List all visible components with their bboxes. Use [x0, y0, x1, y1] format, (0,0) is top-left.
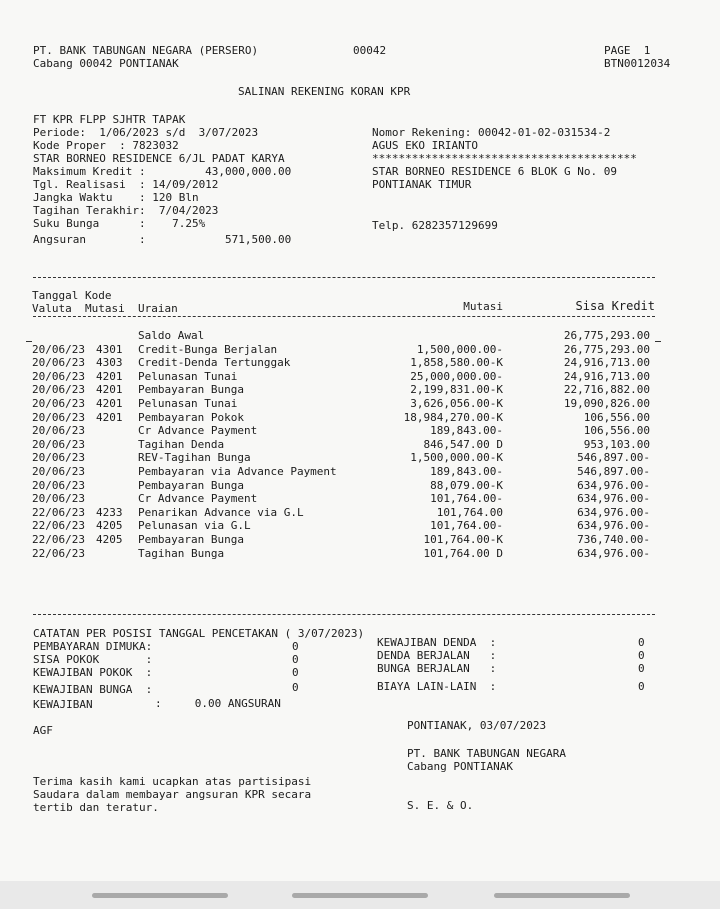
cell-balance: 953,103.00 — [583, 437, 650, 451]
cell-mutasi: 25,000,000.00- — [410, 369, 503, 383]
table-row — [0, 383, 720, 396]
cell-description: Tagihan Bunga — [138, 546, 225, 560]
divider — [33, 316, 655, 317]
table-row — [0, 506, 720, 519]
note-label: BIAYA LAIN-LAIN : — [377, 680, 497, 693]
note-value: 0 — [292, 640, 299, 653]
cell-date: 22/06/23 — [32, 505, 85, 519]
cell-balance: 736,740.00- — [577, 533, 650, 546]
customer-name: AGUS EKO IRIANTO — [372, 139, 478, 152]
cell-description: Cr Advance Payment — [138, 492, 258, 506]
cell-date: 20/06/23 — [32, 342, 85, 356]
table-row — [0, 547, 720, 560]
bank-signature-line: Cabang PONTIANAK — [407, 760, 513, 773]
table-row — [0, 397, 720, 410]
cell-date: 20/06/23 — [32, 424, 85, 438]
note-value: 0 — [638, 680, 645, 693]
cell-balance: 546,897.00- — [577, 451, 650, 465]
cell-description: Pembayaran Bunga — [138, 533, 244, 546]
cell-date: 20/06/23 — [32, 397, 85, 410]
document-title: SALINAN REKENING KORAN KPR — [238, 85, 411, 98]
cell-mutasi: 101,764.00 — [436, 505, 503, 519]
col-header-mutasi: Mutasi — [463, 300, 503, 313]
info-line: Periode: 1/06/2023 s/d 3/07/2023 — [33, 126, 259, 139]
table-row — [0, 492, 720, 505]
cell-code: 4201 — [96, 383, 123, 397]
cell-mutasi: 101,764.00-K — [423, 533, 503, 546]
cell-date: 20/06/23 — [32, 437, 85, 451]
cell-code: 4233 — [96, 505, 123, 519]
cell-description: Pembayaran via Advance Payment — [138, 465, 337, 478]
cell-date: 20/06/23 — [32, 492, 85, 506]
note-value: 0 — [638, 636, 645, 649]
note-label: BUNGA BERJALAN : — [377, 662, 497, 675]
cell-code: 4205 — [96, 533, 123, 546]
cell-mutasi: 101,764.00- — [430, 519, 503, 533]
cell-mutasi: 1,858,580.00-K — [410, 356, 503, 370]
note-value: 0 — [292, 666, 299, 679]
bank-name: PT. BANK TABUNGAN NEGARA (PERSERO) — [33, 44, 259, 57]
cell-description: Pelunasan Tunai — [138, 397, 238, 410]
cell-description: Saldo Awal — [138, 329, 205, 342]
cell-description: Tagihan Denda — [138, 437, 225, 451]
table-row — [0, 343, 720, 356]
cell-date: 22/06/23 — [32, 519, 85, 533]
info-line: Kode Proper : 7823032 — [33, 139, 179, 152]
cell-mutasi: 2,199,831.00-K — [410, 383, 503, 397]
note-label: KEWAJIBAN POKOK : — [33, 666, 153, 679]
kewajiban-value: : 0.00 ANGSURAN — [155, 697, 281, 710]
account-number: Nomor Rekening: 00042-01-02-031534-2 — [372, 126, 611, 139]
cell-code: 4301 — [96, 342, 123, 356]
info-line: Angsuran : 571,500.00 — [33, 233, 292, 246]
note-value: 0 — [638, 662, 645, 675]
cell-balance: 634,976.00- — [577, 478, 650, 492]
table-row — [0, 479, 720, 492]
page-number: PAGE 1 — [604, 44, 651, 57]
nav-recent-apps[interactable] — [92, 893, 228, 898]
seo-note: S. E. & O. — [407, 799, 474, 812]
place-date: PONTIANAK, 03/07/2023 — [407, 719, 547, 732]
cell-date: 22/06/23 — [32, 546, 85, 560]
info-line: STAR BORNEO RESIDENCE 6/JL PADAT KARYA — [33, 152, 285, 165]
info-line: Suku Bunga : 7.25% — [33, 217, 206, 230]
cell-balance: 106,556.00 — [583, 424, 650, 438]
nav-home[interactable] — [292, 893, 428, 898]
info-line: Tgl. Realisasi : 14/09/2012 — [33, 178, 219, 191]
info-line: FT KPR FLPP SJHTR TAPAK — [33, 113, 186, 126]
note-value: 0 — [292, 653, 299, 666]
address-line: PONTIANAK TIMUR — [372, 178, 472, 191]
note-label: SISA POKOK : — [33, 653, 153, 666]
cell-description: Pelunasan via G.L — [138, 519, 251, 533]
cell-code: 4201 — [96, 397, 123, 410]
note-label: DENDA BERJALAN : — [377, 649, 497, 662]
cell-mutasi: 846,547.00 D — [423, 437, 503, 451]
cell-balance: 546,897.00- — [577, 465, 650, 478]
cell-balance: 634,976.00- — [577, 519, 650, 533]
table-row — [0, 356, 720, 369]
cell-description: Pelunasan Tunai — [138, 369, 238, 383]
cell-description: Cr Advance Payment — [138, 424, 258, 438]
cell-balance: 26,775,293.00 — [563, 329, 650, 342]
info-line: Jangka Waktu : 120 Bln — [33, 191, 199, 204]
note-value: 0 — [292, 681, 299, 694]
table-row — [0, 424, 720, 437]
thanks-line: Saudara dalam membayar angsuran KPR secara — [33, 788, 312, 801]
cell-date: 20/06/23 — [32, 465, 85, 478]
margin-mark — [655, 341, 661, 342]
thanks-line: Terima kasih kami ucapkan atas partisipasi — [33, 775, 312, 788]
cell-mutasi: 18,984,270.00-K — [403, 410, 503, 424]
cell-mutasi: 1,500,000.00- — [416, 342, 503, 356]
cell-code: 4205 — [96, 519, 123, 533]
table-row — [0, 329, 720, 342]
bank-signature-line: PT. BANK TABUNGAN NEGARA — [407, 747, 566, 760]
phone-number: Telp. 6282357129699 — [372, 219, 498, 232]
cell-balance: 634,976.00- — [577, 492, 650, 506]
kewajiban-label: KEWAJIBAN — [33, 698, 93, 711]
cell-mutasi: 101,764.00- — [430, 492, 503, 506]
thanks-line: tertib dan teratur. — [33, 801, 159, 814]
cell-date: 20/06/23 — [32, 383, 85, 397]
cell-balance: 22,716,882.00 — [563, 383, 650, 397]
cell-date: 20/06/23 — [32, 410, 85, 424]
cell-code: 4201 — [96, 369, 123, 383]
table-row — [0, 533, 720, 546]
info-line: Maksimum Kredit : 43,000,000.00 — [33, 165, 292, 178]
cell-balance: 634,976.00- — [577, 546, 650, 560]
col-header-valuta-mutasi: Valuta Mutasi — [32, 302, 125, 315]
divider — [33, 277, 655, 278]
table-row — [0, 519, 720, 532]
table-row — [0, 451, 720, 464]
cell-mutasi: 189,843.00- — [430, 424, 503, 438]
note-value: 0 — [638, 649, 645, 662]
document-code: BTN0012034 — [604, 57, 671, 70]
col-header-uraian: Uraian — [138, 302, 178, 315]
col-header-tanggal-kode: Tanggal Kode — [32, 289, 112, 302]
cell-mutasi: 1,500,000.00-K — [410, 451, 503, 465]
cell-description: Pembayaran Bunga — [138, 478, 244, 492]
col-header-sisa-kredit: Sisa Kredit — [575, 299, 655, 313]
cell-code: 4303 — [96, 356, 123, 370]
cell-balance: 24,916,713.00 — [563, 369, 650, 383]
table-row — [0, 370, 720, 383]
separator-stars: **************************************** — [372, 152, 637, 165]
cell-mutasi: 3,626,056.00-K — [410, 397, 503, 410]
table-row — [0, 438, 720, 451]
cell-date: 20/06/23 — [32, 478, 85, 492]
cell-mutasi: 101,764.00 D — [423, 546, 503, 560]
table-row — [0, 411, 720, 424]
cell-balance: 24,916,713.00 — [563, 356, 650, 370]
cell-date: 20/06/23 — [32, 369, 85, 383]
navigation-bar — [0, 881, 720, 909]
info-line: Tagihan Terakhir: 7/04/2023 — [33, 204, 219, 217]
cell-balance: 634,976.00- — [577, 505, 650, 519]
cell-description: Credit-Denda Tertunggak — [138, 356, 291, 370]
cell-balance: 106,556.00 — [583, 410, 650, 424]
cell-mutasi: 189,843.00- — [430, 465, 503, 478]
cell-description: Pembayaran Bunga — [138, 383, 244, 397]
cell-description: Penarikan Advance via G.L — [138, 505, 304, 519]
cell-balance: 19,090,826.00 — [563, 397, 650, 410]
cell-description: Pembayaran Pokok — [138, 410, 244, 424]
cell-balance: 26,775,293.00 — [563, 342, 650, 356]
cell-description: Credit-Bunga Berjalan — [138, 342, 278, 356]
note-label: KEWAJIBAN DENDA : — [377, 636, 497, 649]
note-label: KEWAJIBAN BUNGA : — [33, 683, 153, 696]
address-line: STAR BORNEO RESIDENCE 6 BLOK G No. 09 — [372, 165, 618, 178]
notes-title: CATATAN PER POSISI TANGGAL PENCETAKAN ( 3/07/2023) — [33, 627, 365, 640]
cell-mutasi: 88,079.00-K — [430, 478, 503, 492]
divider — [33, 614, 655, 615]
table-row — [0, 465, 720, 478]
cell-description: REV-Tagihan Bunga — [138, 451, 251, 465]
branch-code: 00042 — [353, 44, 387, 57]
cell-date: 20/06/23 — [32, 451, 85, 465]
cell-date: 22/06/23 — [32, 533, 85, 546]
note-label: PEMBAYARAN DIMUKA: — [33, 640, 153, 653]
cell-code: 4201 — [96, 410, 123, 424]
branch-name: Cabang 00042 PONTIANAK — [33, 57, 179, 70]
margin-mark — [26, 341, 32, 342]
agf-code: AGF — [33, 724, 53, 737]
nav-back[interactable] — [494, 893, 630, 898]
cell-date: 20/06/23 — [32, 356, 85, 370]
